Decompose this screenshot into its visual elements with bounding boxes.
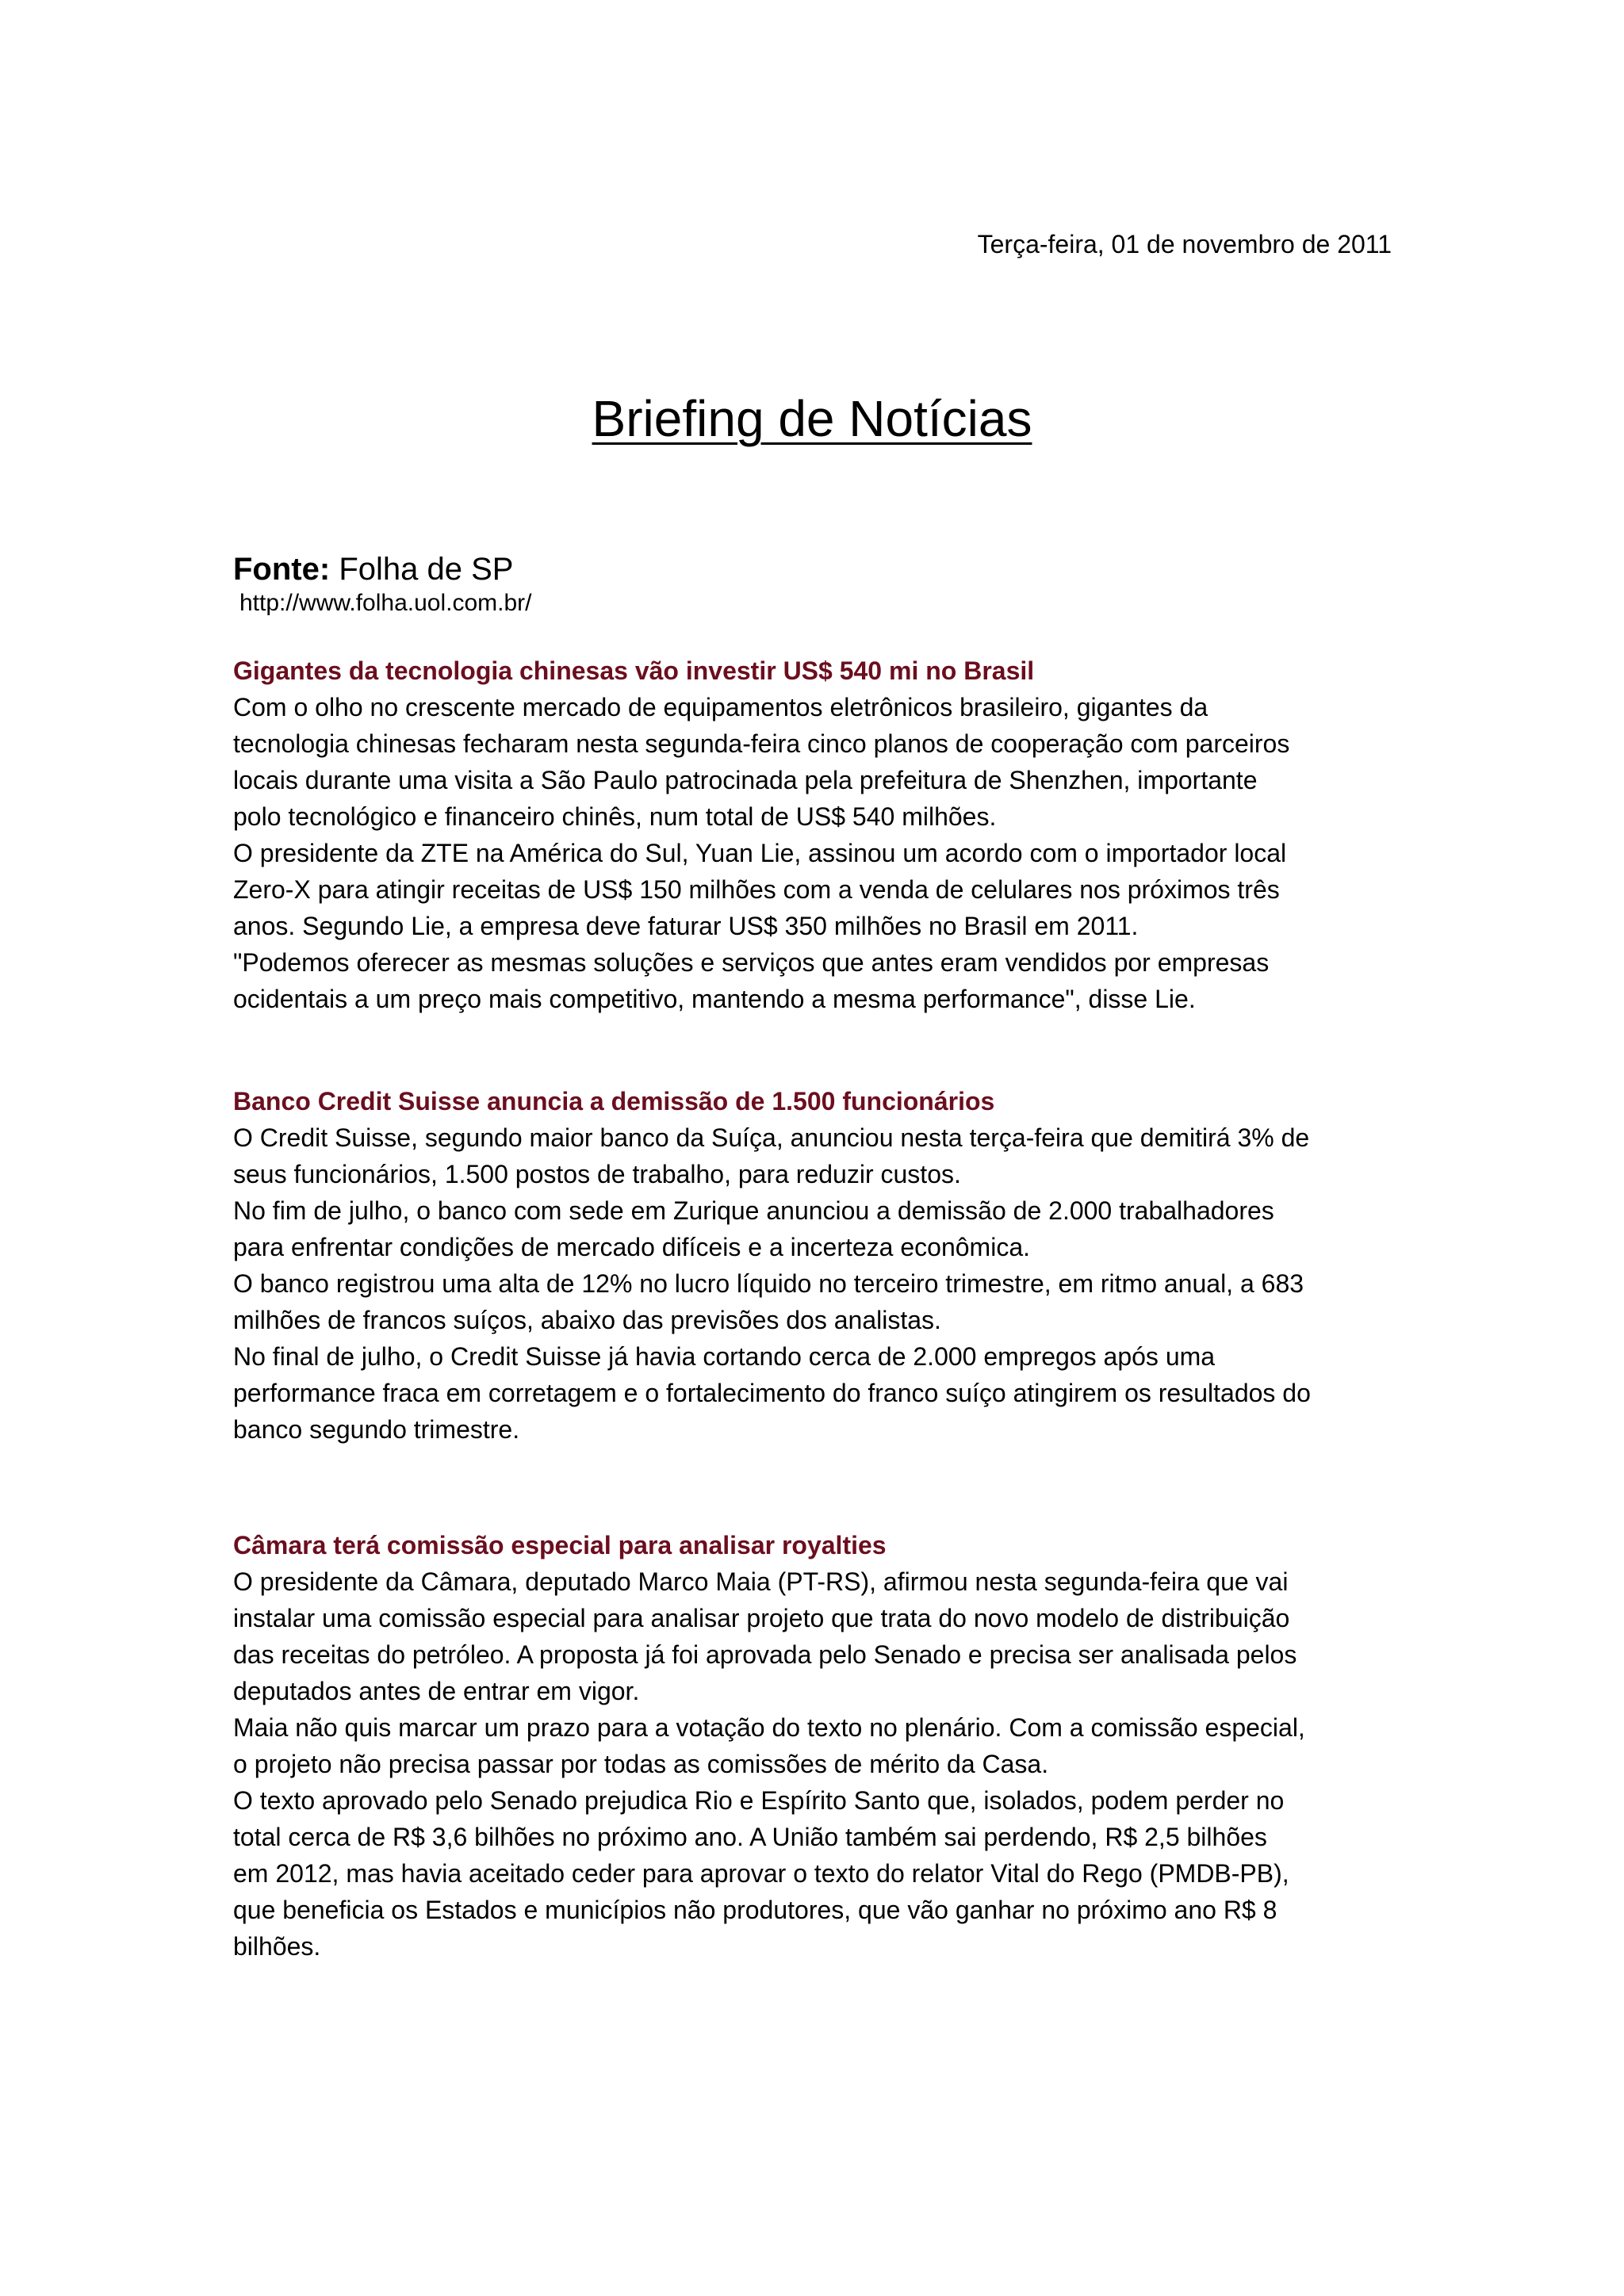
article-line: No final de julho, o Credit Suisse já havia cortando cerca de 2.000 empregos após uma <box>233 1342 1216 1371</box>
article-line: performance fraca em corretagem e o fortalecimento do franco suíço atingirem os resultados do <box>233 1379 1311 1407</box>
article-line: polo tecnológico e financeiro chinês, num total de US$ 540 milhões. <box>233 802 997 831</box>
article-headline: Câmara terá comissão especial para analisar royalties <box>233 1531 887 1559</box>
article-headline: Gigantes da tecnologia chinesas vão investir US$ 540 mi no Brasil <box>233 656 1035 685</box>
article-line: total cerca de R$ 3,6 bilhões no próximo ano. A União também sai perdendo, R$ 2,5 bilhões <box>233 1823 1267 1851</box>
article-line: ocidentais a um preço mais competitivo, mantendo a mesma performance", disse Lie. <box>233 985 1196 1013</box>
article-line: em 2012, mas havia aceitado ceder para aprovar o texto do relator Vital do Rego (PMDB-PB), <box>233 1859 1289 1888</box>
page-title: Briefing de Notícias <box>592 390 1032 447</box>
document-date: Terça-feira, 01 de novembro de 2011 <box>977 230 1392 258</box>
article-line: bilhões. <box>233 1932 321 1961</box>
source-url: http://www.folha.uol.com.br/ <box>239 590 532 616</box>
article-line: Com o olho no crescente mercado de equipamentos eletrônicos brasileiro, gigantes da <box>233 693 1208 721</box>
article-line: anos. Segundo Lie, a empresa deve faturar US$ 350 milhões no Brasil em 2011. <box>233 912 1139 940</box>
source-label: Fonte: <box>233 552 331 587</box>
article-line: O presidente da Câmara, deputado Marco Maia (PT-RS), afirmou nesta segunda-feira que vai <box>233 1567 1289 1596</box>
article-line: O Credit Suisse, segundo maior banco da Suíça, anunciou nesta terça-feira que demitirá 3% de <box>233 1123 1310 1152</box>
article-line: que beneficia os Estados e municípios não produtores, que vão ganhar no próximo ano R$ 8 <box>233 1896 1277 1924</box>
article-line: "Podemos oferecer as mesmas soluções e serviços que antes eram vendidos por empresas <box>233 948 1270 977</box>
article-line: deputados antes de entrar em vigor. <box>233 1677 640 1705</box>
article-line: o projeto não precisa passar por todas as comissões de mérito da Casa. <box>233 1750 1049 1778</box>
article-line: milhões de francos suíços, abaixo das previsões dos analistas. <box>233 1306 941 1334</box>
article-line: instalar uma comissão especial para analisar projeto que trata do novo modelo de distribuição <box>233 1604 1290 1632</box>
article-line: Maia não quis marcar um prazo para a votação do texto no plenário. Com a comissão especial, <box>233 1713 1305 1742</box>
article-camara-royalties <box>233 1527 1399 1965</box>
article-line: O texto aprovado pelo Senado prejudica Rio e Espírito Santo que, isolados, podem perder no <box>233 1786 1285 1815</box>
article-headline: Banco Credit Suisse anuncia a demissão de 1.500 funcionários <box>233 1087 995 1115</box>
article-line: para enfrentar condições de mercado difíceis e a incerteza econômica. <box>233 1233 1030 1261</box>
article-line: tecnologia chinesas fecharam nesta segunda-feira cinco planos de cooperação com parceiros <box>233 729 1290 758</box>
source-line <box>233 550 513 588</box>
article-line: banco segundo trimestre. <box>233 1415 520 1444</box>
article-line: locais durante uma visita a São Paulo patrocinada pela prefeitura de Shenzhen, importante <box>233 766 1258 794</box>
article-credit-suisse-layoffs <box>233 1083 1399 1448</box>
article-line: das receitas do petróleo. A proposta já foi aprovada pelo Senado e precisa ser analisada pelos <box>233 1640 1297 1669</box>
article-line: Zero-X para atingir receitas de US$ 150 milhões com a venda de celulares nos próximos três <box>233 875 1280 904</box>
article-line: O presidente da ZTE na América do Sul, Yuan Lie, assinou um acordo com o importador local <box>233 839 1287 867</box>
article-line: seus funcionários, 1.500 postos de trabalho, para reduzir custos. <box>233 1160 961 1188</box>
article-line: O banco registrou uma alta de 12% no lucro líquido no terceiro trimestre, em ritmo anual, a 683 <box>233 1269 1304 1298</box>
source-name: Folha de SP <box>339 552 514 587</box>
article-line: No fim de julho, o banco com sede em Zurique anunciou a demissão de 2.000 trabalhadores <box>233 1196 1274 1225</box>
article-chinese-tech-investment <box>233 652 1399 1017</box>
